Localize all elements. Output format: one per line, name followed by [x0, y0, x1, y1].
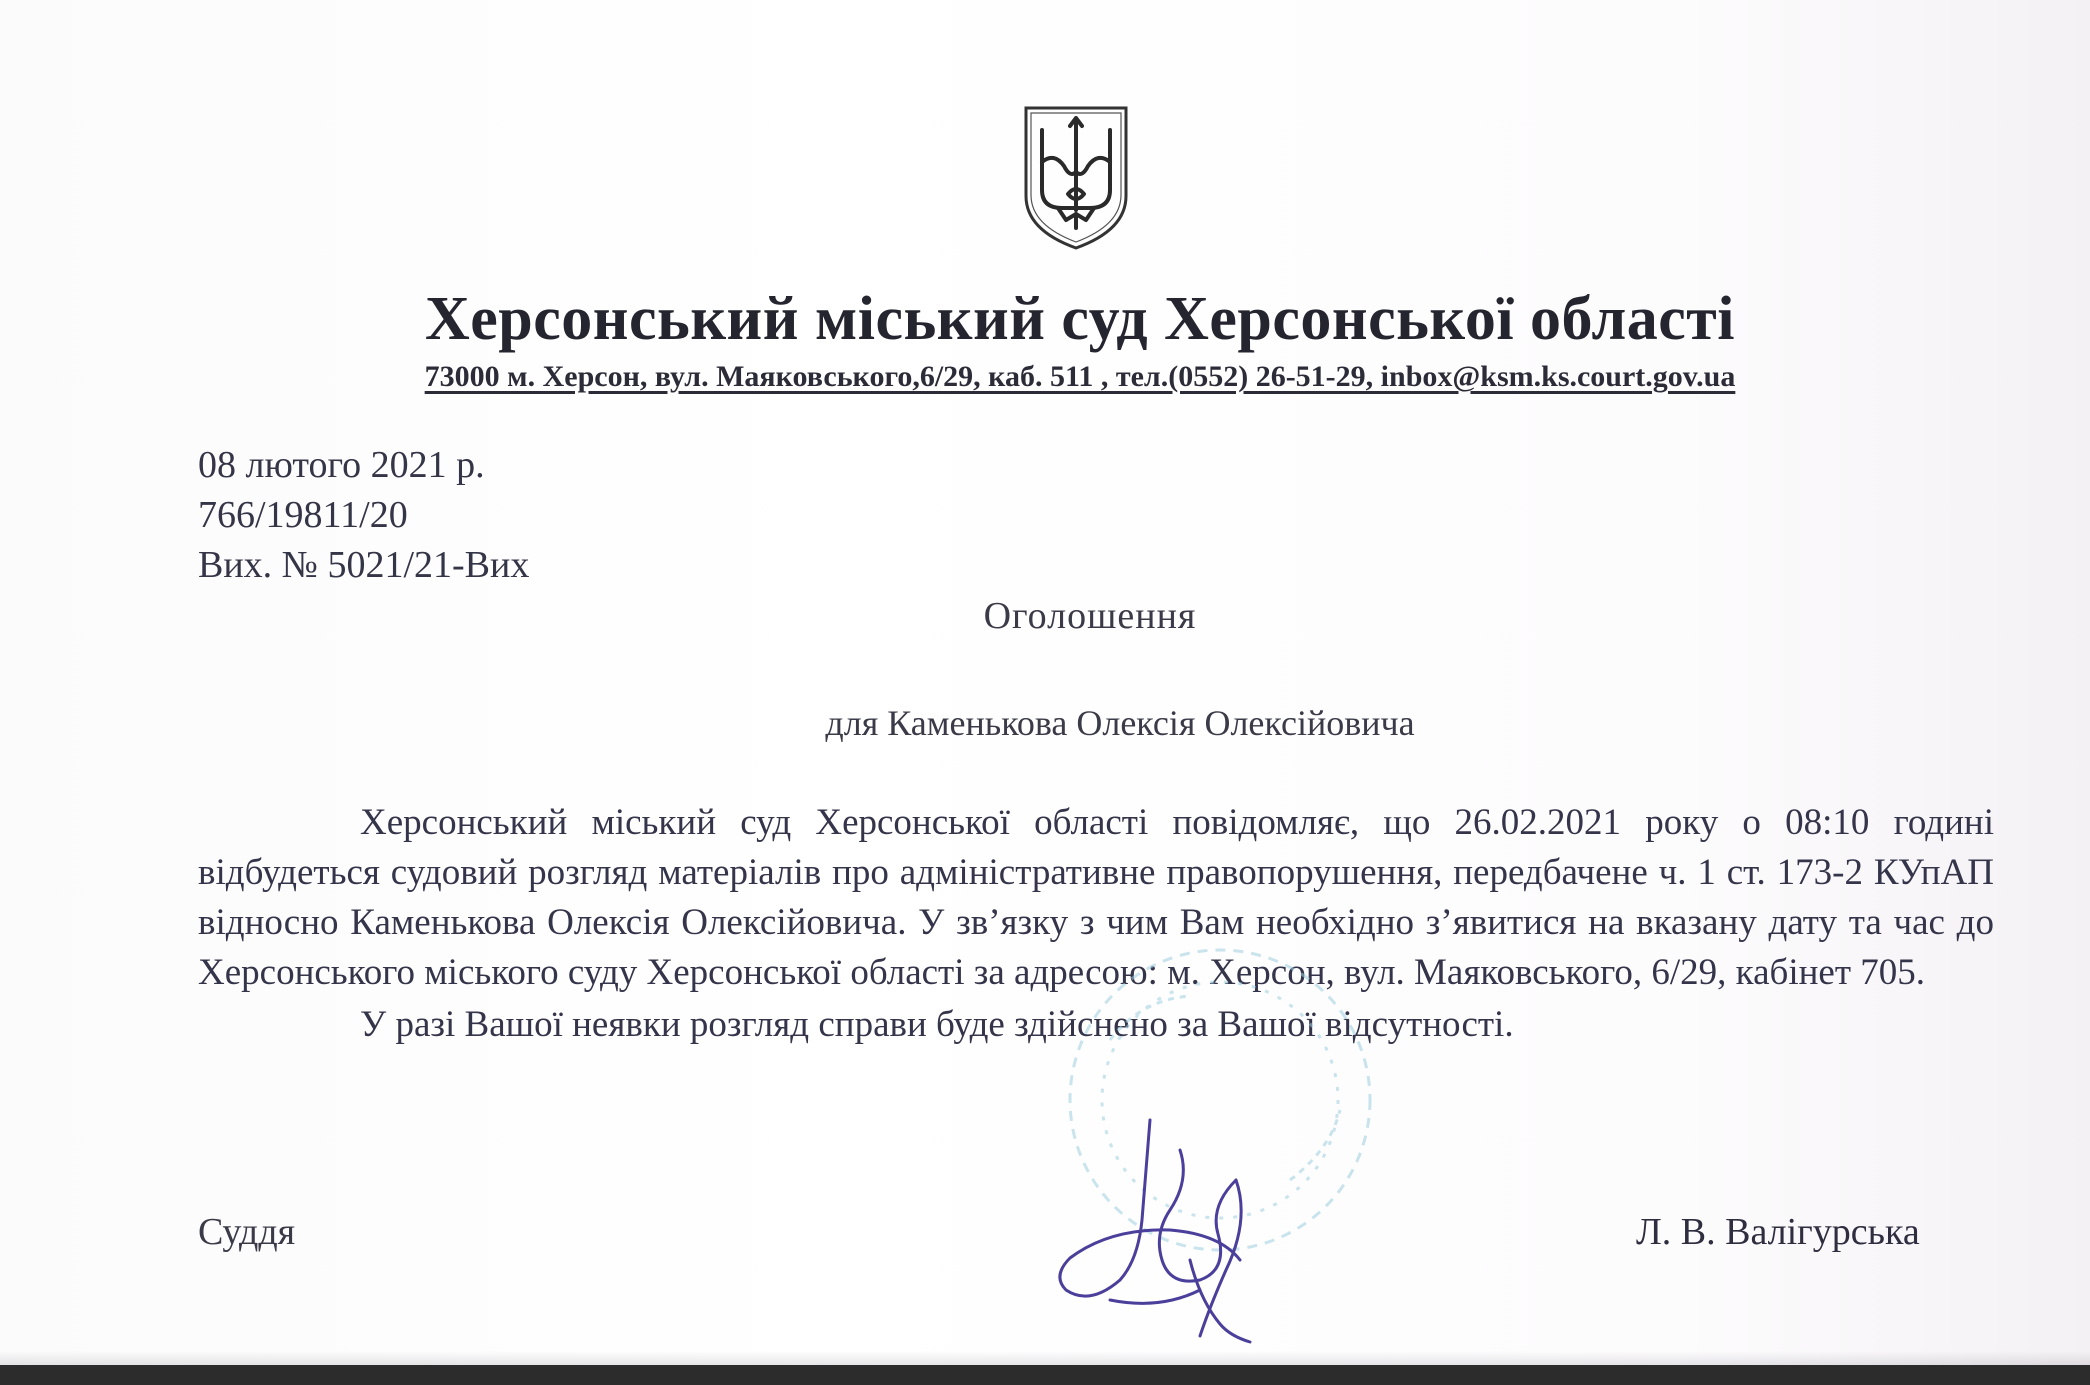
page-edge-shadow [0, 1351, 2090, 1365]
announcement-paragraph: Херсонський міський суд Херсонської області повідомляє, що 26.02.2021 року о 08:10 годині відбудеться судовий розгляд матеріалів про адміністративне правопорушення, передбачене ч. 1 ст. 173-2 КУпАП відносно Каменькова Олексія Олексійовича. У зв’язку з чим Вам необхідно з’явитися на вказану дату та час до Херсонського міського суду Херсонської області за адресою: м. Херсон, вул. Маяковського, 6/29, кабінет 705. [198, 802, 1994, 993]
document-title: Оголошення [983, 595, 1197, 637]
document-meta [198, 440, 529, 590]
absence-notice-paragraph: У разі Вашої неявки розгляд справи буде здійснено за Вашої відсутності. [360, 1004, 1514, 1045]
judge-title: Суддя [198, 1211, 296, 1253]
addressee: для Каменькова Олексія Олексійовича [825, 703, 1415, 743]
case-number: 766/19811/20 [198, 494, 408, 536]
judge-signature-icon [1050, 1110, 1300, 1350]
trident-emblem-icon [1020, 104, 1132, 252]
document-date: 08 лютого 2021 р. [198, 444, 485, 486]
court-name: Херсонський міський суд Херсонської області [425, 285, 1735, 353]
outgoing-number: Вих. № 5021/21-Вих [198, 544, 530, 586]
court-address: 73000 м. Херсон, вул. Маяковського,6/29, каб. 511 , тел.(0552) 26-51-29, inbox@ksm.ks.court.gov.ua [424, 360, 1736, 393]
judge-name: Л. В. Валігурська [1636, 1211, 1920, 1253]
page-bottom-edge [0, 1365, 2090, 1385]
